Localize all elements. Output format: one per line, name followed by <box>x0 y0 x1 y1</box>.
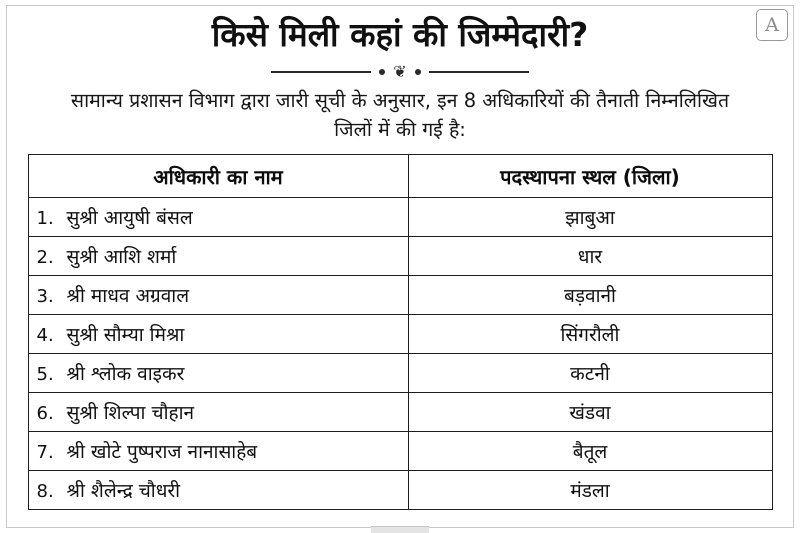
cell-district: बैतूल <box>408 432 772 471</box>
divider-dot-right <box>415 69 421 75</box>
table-row <box>28 432 772 471</box>
cell-district: बड़वानी <box>408 276 772 315</box>
cell-name <box>28 315 408 354</box>
table-row <box>28 315 772 354</box>
page-subtitle: सामान्य प्रशासन विभाग द्वारा जारी सूची के अनुसार, इन 8 अधिकारियों की तैनाती निम्नलिखित जिलों में की गई है: <box>70 88 730 142</box>
officer-name: सुश्री सौम्या मिश्रा <box>66 324 185 347</box>
cell-district: खंडवा <box>408 393 772 432</box>
officer-name: श्री शैलेन्द्र चौधरी <box>66 480 181 503</box>
cell-name <box>28 354 408 393</box>
row-index: 4. <box>36 325 54 347</box>
footer-tab <box>371 526 429 533</box>
row-index: 7. <box>36 442 54 464</box>
table-header-row <box>28 155 772 198</box>
column-header-district: पदस्थापना स्थल (जिला) <box>408 155 772 198</box>
row-index: 3. <box>36 286 54 308</box>
table-row <box>28 276 772 315</box>
cell-name <box>28 276 408 315</box>
divider-dot-left <box>379 69 385 75</box>
divider-line-left <box>271 71 371 73</box>
row-index: 5. <box>36 364 54 386</box>
table-row <box>28 354 772 393</box>
row-index: 6. <box>36 403 54 425</box>
divider-ornament-icon: ❦ <box>393 61 407 81</box>
officers-table <box>28 154 773 510</box>
ornamental-divider <box>250 61 550 81</box>
officer-name: सुश्री शिल्पा चौहान <box>66 402 195 425</box>
cell-district: धार <box>408 237 772 276</box>
cell-name <box>28 393 408 432</box>
cell-district: झाबुआ <box>408 198 772 237</box>
officer-name: श्री श्लोक वाइकर <box>66 363 185 386</box>
row-index: 1. <box>36 208 54 230</box>
cell-name <box>28 198 408 237</box>
officer-name: सुश्री आयुषी बंसल <box>66 207 193 230</box>
cell-district: सिंगरौली <box>408 315 772 354</box>
table-row <box>28 237 772 276</box>
row-index: 2. <box>36 247 54 269</box>
cell-name <box>28 471 408 510</box>
officer-name: श्री खोटे पुष्पराज नानासाहेब <box>66 441 258 464</box>
cell-name <box>28 432 408 471</box>
cell-name <box>28 237 408 276</box>
divider-line-right <box>429 71 529 73</box>
table-row <box>28 198 772 237</box>
table-body <box>28 198 772 510</box>
column-header-name: अधिकारी का नाम <box>28 155 408 198</box>
page-title: किसे मिली कहां की जिम्मेदारी? <box>211 15 589 54</box>
table-row <box>28 471 772 510</box>
row-index: 8. <box>36 481 54 503</box>
table-row <box>28 393 772 432</box>
watermark-badge: A <box>756 9 788 41</box>
officer-name: श्री माधव अग्रवाल <box>66 285 190 308</box>
cell-district: कटनी <box>408 354 772 393</box>
officer-name: सुश्री आशि शर्मा <box>66 246 177 269</box>
cell-district: मंडला <box>408 471 772 510</box>
